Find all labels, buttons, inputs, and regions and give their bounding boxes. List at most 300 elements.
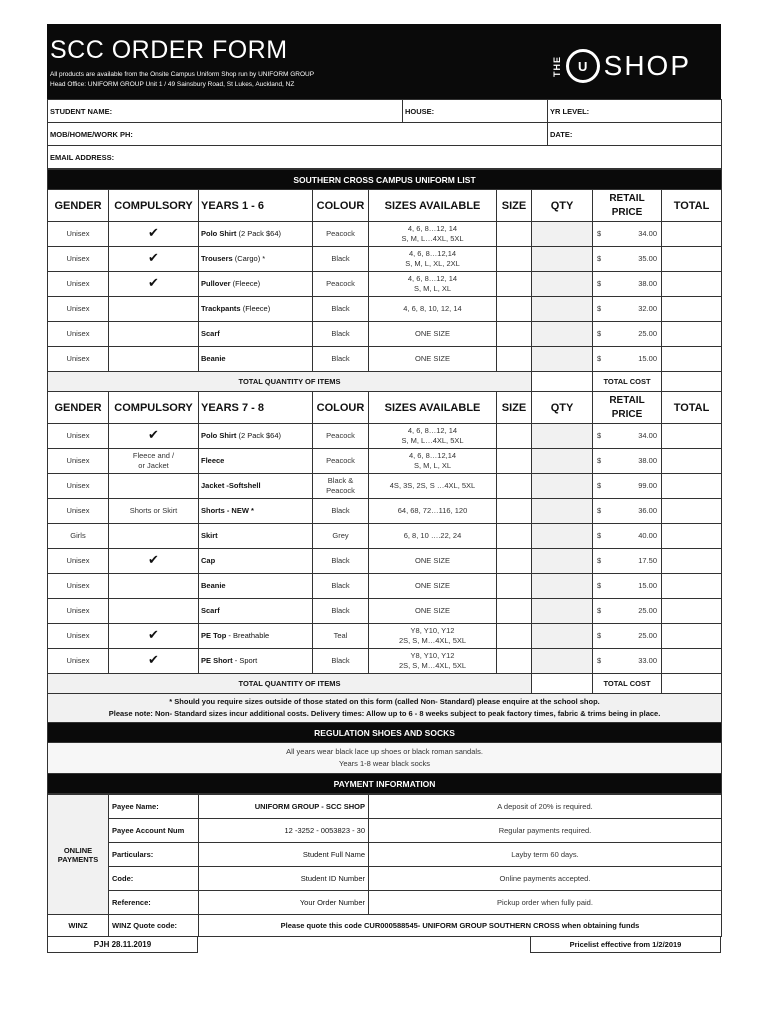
size-input[interactable] xyxy=(497,424,532,449)
currency-symbol: $ xyxy=(597,581,602,590)
item-title: Beanie xyxy=(201,354,226,363)
size-input[interactable] xyxy=(497,549,532,574)
qty-input[interactable] xyxy=(532,624,593,649)
item-colour xyxy=(313,524,369,549)
item-name xyxy=(199,549,313,574)
item-title: Skirt xyxy=(201,531,218,540)
item-name xyxy=(199,272,313,297)
col-gender-2: GENDER xyxy=(48,392,109,424)
form-footer xyxy=(47,937,721,953)
qty-input[interactable] xyxy=(532,347,593,372)
sizes-line-1: 4, 6, 8…12, 14 xyxy=(407,224,458,233)
total-input[interactable] xyxy=(662,322,722,347)
logo-the: THE xyxy=(551,55,562,77)
item-row xyxy=(48,247,722,272)
col-sizes-available: SIZES AVAILABLE xyxy=(369,190,497,222)
item-gender: Unisex xyxy=(48,347,109,372)
currency-symbol: $ xyxy=(597,304,602,313)
item-gender: Unisex xyxy=(48,322,109,347)
item-colour xyxy=(313,649,369,674)
item-gender: Unisex xyxy=(48,449,109,474)
item-compulsory xyxy=(109,624,199,649)
sizes-line-1: ONE SIZE xyxy=(414,354,450,363)
item-price xyxy=(593,297,662,322)
payment-label: Code: xyxy=(109,867,199,891)
item-price xyxy=(593,272,662,297)
item-row xyxy=(48,649,722,674)
item-title: Cap xyxy=(201,556,216,565)
item-title: Trackpants xyxy=(201,304,241,313)
currency-symbol: $ xyxy=(597,229,602,238)
sizes-line-1: Y8, Y10, Y12 xyxy=(410,651,455,660)
item-colour xyxy=(313,322,369,347)
total-input[interactable] xyxy=(662,424,722,449)
item-sizes xyxy=(369,549,497,574)
total-input[interactable] xyxy=(662,499,722,524)
sizes-line-1: 4, 6, 8…12,14 xyxy=(408,451,457,460)
item-sizes xyxy=(369,474,497,499)
item-compulsory xyxy=(109,574,199,599)
size-input[interactable] xyxy=(497,222,532,247)
currency-symbol: $ xyxy=(597,254,602,263)
item-sizes xyxy=(369,624,497,649)
sizes-line-2: S, M, L, XL xyxy=(413,461,452,470)
item-name xyxy=(199,574,313,599)
phone-field[interactable]: MOB/HOME/WORK PH: xyxy=(48,123,548,146)
item-gender: Unisex xyxy=(48,247,109,272)
winz-label: WINZ xyxy=(48,915,109,937)
size-input[interactable] xyxy=(497,649,532,674)
total-input[interactable] xyxy=(662,474,722,499)
item-row xyxy=(48,449,722,474)
item-sizes xyxy=(369,247,497,272)
item-name xyxy=(199,624,313,649)
checkmark-icon: ✔ xyxy=(148,552,159,567)
qty-input[interactable] xyxy=(532,649,593,674)
item-sizes xyxy=(369,449,497,474)
item-title: Scarf xyxy=(201,606,220,615)
item-name xyxy=(199,222,313,247)
section2-total-cost-label: TOTAL COST xyxy=(593,674,662,694)
item-title: Beanie xyxy=(201,581,226,590)
item-detail: (Fleece) xyxy=(240,304,271,313)
total-input[interactable] xyxy=(662,549,722,574)
section2-rows xyxy=(48,424,722,674)
qty-input[interactable] xyxy=(532,449,593,474)
total-input[interactable] xyxy=(662,247,722,272)
payment-value: 12 -3252 - 0053823 - 30 xyxy=(199,819,369,843)
item-colour xyxy=(313,297,369,322)
item-compulsory xyxy=(109,524,199,549)
checkmark-icon: ✔ xyxy=(148,427,159,442)
item-colour-text: Grey xyxy=(332,531,349,540)
size-input[interactable] xyxy=(497,449,532,474)
item-row xyxy=(48,297,722,322)
header-line-1: All products are available from the Onsite Campus Uniform Shop run by UNIFORM GROUP xyxy=(50,71,315,78)
item-sizes xyxy=(369,272,497,297)
item-colour xyxy=(313,574,369,599)
section2-column-headers xyxy=(48,392,722,424)
footer-pricelist-date: Pricelist effective from 1/2/2019 xyxy=(530,937,721,953)
item-price xyxy=(593,222,662,247)
student-name-field[interactable]: STUDENT NAME: xyxy=(48,100,403,123)
currency-symbol: $ xyxy=(597,279,602,288)
col-colour: COLOUR xyxy=(313,190,369,222)
payment-table xyxy=(47,794,722,937)
item-colour xyxy=(313,549,369,574)
sizes-line-1: ONE SIZE xyxy=(414,606,450,615)
shoes-line-1: All years wear black lace up shoes or black roman sandals. xyxy=(286,747,483,756)
total-input[interactable] xyxy=(662,347,722,372)
col-total: TOTAL xyxy=(662,190,722,222)
col-sizes-available-2: SIZES AVAILABLE xyxy=(369,392,497,424)
size-input[interactable] xyxy=(497,347,532,372)
the-u-shop-logo xyxy=(552,46,691,86)
price-amount: 40.00 xyxy=(638,531,657,540)
checkmark-icon: ✔ xyxy=(148,250,159,265)
qty-input[interactable] xyxy=(532,272,593,297)
item-title: Pullover xyxy=(201,279,231,288)
item-row xyxy=(48,222,722,247)
total-input[interactable] xyxy=(662,297,722,322)
qty-input[interactable] xyxy=(532,524,593,549)
item-title: PE Short xyxy=(201,656,233,665)
checkmark-icon: ✔ xyxy=(148,627,159,642)
qty-input[interactable] xyxy=(532,322,593,347)
payment-title: PAYMENT INFORMATION xyxy=(48,774,722,794)
item-name xyxy=(199,474,313,499)
col-compulsory-2: COMPULSORY xyxy=(109,392,199,424)
qty-input[interactable] xyxy=(532,599,593,624)
price-amount: 17.50 xyxy=(638,556,657,565)
item-gender: Unisex xyxy=(48,499,109,524)
item-row xyxy=(48,272,722,297)
qty-input[interactable] xyxy=(532,222,593,247)
form-header xyxy=(47,24,721,99)
item-compulsory xyxy=(109,649,199,674)
section2-total-qty-label: TOTAL QUANTITY OF ITEMS xyxy=(48,674,532,694)
sizes-line-2: S, M, L…4XL, 5XL xyxy=(401,234,464,243)
item-price xyxy=(593,449,662,474)
section1-total-qty-label: TOTAL QUANTITY OF ITEMS xyxy=(48,372,532,392)
col-retail-price-2: RETAIL PRICE xyxy=(593,392,662,424)
sizes-line-2: S, M, L, XL, 2XL xyxy=(405,259,460,268)
price-amount: 34.00 xyxy=(638,431,657,440)
payment-note: Layby term 60 days. xyxy=(369,843,722,867)
qty-input[interactable] xyxy=(532,549,593,574)
item-colour-text: Black xyxy=(331,656,350,665)
currency-symbol: $ xyxy=(597,606,602,615)
item-colour xyxy=(313,272,369,297)
item-title: Trousers xyxy=(201,254,233,263)
size-input[interactable] xyxy=(497,524,532,549)
payment-note: Regular payments required. xyxy=(369,819,722,843)
size-input[interactable] xyxy=(497,624,532,649)
item-row xyxy=(48,624,722,649)
item-colour-text: Black xyxy=(331,254,350,263)
col-size: SIZE xyxy=(497,190,532,222)
currency-symbol: $ xyxy=(597,631,602,640)
sizes-line-1: ONE SIZE xyxy=(414,329,450,338)
shoes-info xyxy=(48,743,722,774)
total-input[interactable] xyxy=(662,449,722,474)
payment-label: Reference: xyxy=(109,891,199,915)
item-price xyxy=(593,524,662,549)
payment-value: Student ID Number xyxy=(199,867,369,891)
price-amount: 38.00 xyxy=(638,279,657,288)
total-input[interactable] xyxy=(662,574,722,599)
price-amount: 25.00 xyxy=(638,329,657,338)
item-sizes xyxy=(369,599,497,624)
size-input[interactable] xyxy=(497,499,532,524)
size-input[interactable] xyxy=(497,599,532,624)
uniform-list-title: SOUTHERN CROSS CAMPUS UNIFORM LIST xyxy=(48,170,722,190)
item-row xyxy=(48,549,722,574)
item-sizes xyxy=(369,222,497,247)
item-gender: Unisex xyxy=(48,624,109,649)
sizes-line-1: 64, 68, 72…116, 120 xyxy=(397,506,468,515)
item-colour xyxy=(313,499,369,524)
sizes-line-1: 4, 6, 8…12, 14 xyxy=(407,274,458,283)
item-colour xyxy=(313,247,369,272)
payment-value: UNIFORM GROUP - SCC SHOP xyxy=(199,795,369,819)
non-standard-note xyxy=(48,694,722,723)
price-amount: 33.00 xyxy=(638,656,657,665)
qty-input[interactable] xyxy=(532,297,593,322)
currency-symbol: $ xyxy=(597,456,602,465)
item-colour-text: Black xyxy=(331,606,350,615)
item-name xyxy=(199,524,313,549)
item-name xyxy=(199,424,313,449)
currency-symbol: $ xyxy=(597,506,602,515)
item-title: Fleece xyxy=(201,456,225,465)
payment-row xyxy=(48,843,722,867)
header-line-2: Head Office: UNIFORM GROUP Unit 1 / 49 Sainsbury Road, St Lukes, Auckland, NZ xyxy=(50,81,295,88)
item-price xyxy=(593,474,662,499)
item-colour-text: Black xyxy=(331,506,350,515)
compulsory-note: Shorts or Skirt xyxy=(129,506,178,515)
shoes-title: REGULATION SHOES AND SOCKS xyxy=(48,723,722,743)
item-price xyxy=(593,424,662,449)
item-colour xyxy=(313,424,369,449)
payment-row xyxy=(48,891,722,915)
section1-total-cost-input[interactable] xyxy=(662,372,722,392)
sizes-line-2: S, M, L, XL xyxy=(413,284,452,293)
section2-total-row xyxy=(48,674,722,694)
house-field[interactable]: HOUSE: xyxy=(403,100,548,123)
item-sizes xyxy=(369,524,497,549)
item-gender: Unisex xyxy=(48,649,109,674)
payment-label: Particulars: xyxy=(109,843,199,867)
section1-total-qty-input[interactable] xyxy=(532,372,593,392)
payment-label: Payee Name: xyxy=(109,795,199,819)
sizes-line-2: S, M, L…4XL, 5XL xyxy=(401,436,464,445)
qty-input[interactable] xyxy=(532,424,593,449)
item-detail: - Sport xyxy=(232,656,258,665)
col-years-7-8: YEARS 7 - 8 xyxy=(199,392,313,424)
currency-symbol: $ xyxy=(597,329,602,338)
section1-total-cost-label: TOTAL COST xyxy=(593,372,662,392)
winz-row xyxy=(48,915,722,937)
item-sizes xyxy=(369,499,497,524)
item-row xyxy=(48,574,722,599)
form-title: SCC ORDER FORM xyxy=(50,36,288,64)
logo-u-icon: U xyxy=(566,49,600,83)
item-compulsory xyxy=(109,499,199,524)
item-gender: Unisex xyxy=(48,272,109,297)
item-colour xyxy=(313,222,369,247)
col-qty: QTY xyxy=(532,190,593,222)
sizes-line-1: ONE SIZE xyxy=(414,556,450,565)
item-row xyxy=(48,322,722,347)
price-amount: 15.00 xyxy=(638,581,657,590)
item-name xyxy=(199,649,313,674)
col-years-1-6: YEARS 1 - 6 xyxy=(199,190,313,222)
winz-quote-label: WINZ Quote code: xyxy=(109,915,199,937)
payment-value: Student Full Name xyxy=(199,843,369,867)
total-input[interactable] xyxy=(662,272,722,297)
sizes-line-1: ONE SIZE xyxy=(414,581,450,590)
item-gender: Unisex xyxy=(48,599,109,624)
item-price xyxy=(593,499,662,524)
size-input[interactable] xyxy=(497,247,532,272)
size-input[interactable] xyxy=(497,272,532,297)
item-detail: (2 Pack $64) xyxy=(236,431,282,440)
item-colour-text: Black xyxy=(331,556,350,565)
compulsory-note: Fleece and / or Jacket xyxy=(132,451,175,470)
item-compulsory xyxy=(109,599,199,624)
item-colour-text: Black xyxy=(331,354,350,363)
currency-symbol: $ xyxy=(597,531,602,540)
item-compulsory xyxy=(109,474,199,499)
price-amount: 34.00 xyxy=(638,229,657,238)
size-input[interactable] xyxy=(497,574,532,599)
qty-input[interactable] xyxy=(532,474,593,499)
item-price xyxy=(593,574,662,599)
item-price xyxy=(593,247,662,272)
payment-row xyxy=(48,819,722,843)
size-input[interactable] xyxy=(497,474,532,499)
item-row xyxy=(48,524,722,549)
item-sizes xyxy=(369,649,497,674)
section2-total-cost-input[interactable] xyxy=(662,674,722,694)
item-colour xyxy=(313,449,369,474)
sizes-line-1: 4S, 3S, 2S, S …4XL, 5XL xyxy=(389,481,476,490)
winz-text: Please quote this code CUR000588545- UNIFORM GROUP SOUTHERN CROSS when obtaining funds xyxy=(199,915,722,937)
item-colour xyxy=(313,474,369,499)
item-sizes xyxy=(369,322,497,347)
item-title: Scarf xyxy=(201,329,220,338)
total-input[interactable] xyxy=(662,649,722,674)
size-input[interactable] xyxy=(497,322,532,347)
col-size-2: SIZE xyxy=(497,392,532,424)
item-gender: Girls xyxy=(48,524,109,549)
item-name xyxy=(199,599,313,624)
email-field[interactable]: EMAIL ADDRESS: xyxy=(48,146,722,169)
section2-total-qty-input[interactable] xyxy=(532,674,593,694)
price-amount: 38.00 xyxy=(638,456,657,465)
sizes-line-1: Y8, Y10, Y12 xyxy=(410,626,455,635)
item-price xyxy=(593,649,662,674)
sizes-line-1: 6, 8, 10 ….22, 24 xyxy=(403,531,462,540)
item-compulsory xyxy=(109,222,199,247)
item-row xyxy=(48,499,722,524)
total-input[interactable] xyxy=(662,599,722,624)
date-field[interactable]: DATE: xyxy=(548,123,722,146)
size-input[interactable] xyxy=(497,297,532,322)
item-row xyxy=(48,424,722,449)
payment-row xyxy=(48,795,722,819)
online-payments-label: ONLINE PAYMENTS xyxy=(48,795,109,915)
section1-column-headers xyxy=(48,190,722,222)
checkmark-icon: ✔ xyxy=(148,275,159,290)
qty-input[interactable] xyxy=(532,247,593,272)
payment-note: Pickup order when fully paid. xyxy=(369,891,722,915)
price-amount: 99.00 xyxy=(638,481,657,490)
qty-input[interactable] xyxy=(532,499,593,524)
item-name xyxy=(199,347,313,372)
sizes-line-2: 2S, S, M…4XL, 5XL xyxy=(398,661,467,670)
currency-symbol: $ xyxy=(597,354,602,363)
logo-shop: SHOP xyxy=(603,50,691,81)
item-name xyxy=(199,499,313,524)
yr-level-field[interactable]: YR LEVEL: xyxy=(548,100,722,123)
qty-input[interactable] xyxy=(532,574,593,599)
item-detail: (Fleece) xyxy=(230,279,261,288)
item-detail: (Cargo) * xyxy=(232,254,266,263)
item-colour-text: Black xyxy=(331,329,350,338)
item-price xyxy=(593,624,662,649)
item-compulsory xyxy=(109,272,199,297)
item-compulsory xyxy=(109,347,199,372)
item-colour-text: Black xyxy=(331,304,350,313)
uniform-list-table xyxy=(47,169,722,794)
item-price xyxy=(593,347,662,372)
item-colour-text: Teal xyxy=(333,631,348,640)
payment-note: Online payments accepted. xyxy=(369,867,722,891)
item-compulsory xyxy=(109,247,199,272)
item-row xyxy=(48,599,722,624)
item-detail: (2 Pack $64) xyxy=(236,229,282,238)
item-price xyxy=(593,599,662,624)
item-name xyxy=(199,297,313,322)
total-input[interactable] xyxy=(662,524,722,549)
item-price xyxy=(593,549,662,574)
item-name xyxy=(199,449,313,474)
col-retail-price: RETAIL PRICE xyxy=(593,190,662,222)
item-sizes xyxy=(369,574,497,599)
payment-row xyxy=(48,867,722,891)
item-name xyxy=(199,322,313,347)
item-colour xyxy=(313,599,369,624)
item-row xyxy=(48,474,722,499)
item-title: Shorts - NEW * xyxy=(201,506,254,515)
sizes-line-1: 4, 6, 8…12, 14 xyxy=(407,426,458,435)
currency-symbol: $ xyxy=(597,656,602,665)
total-input[interactable] xyxy=(662,624,722,649)
payment-label: Payee Account Num xyxy=(109,819,199,843)
item-compulsory xyxy=(109,449,199,474)
item-colour-text: Black xyxy=(331,581,350,590)
note-line-2: Please note: Non- Standard sizes incur additional costs. Delivery times: Allow up to 6 - 8 weeks subject to peak factory times, fabric & trims being in place. xyxy=(108,709,661,718)
price-amount: 35.00 xyxy=(638,254,657,263)
item-gender: Unisex xyxy=(48,574,109,599)
shoes-line-2: Years 1-8 wear black socks xyxy=(339,759,431,768)
total-input[interactable] xyxy=(662,222,722,247)
payment-note: A deposit of 20% is required. xyxy=(369,795,722,819)
item-gender: Unisex xyxy=(48,297,109,322)
col-qty-2: QTY xyxy=(532,392,593,424)
